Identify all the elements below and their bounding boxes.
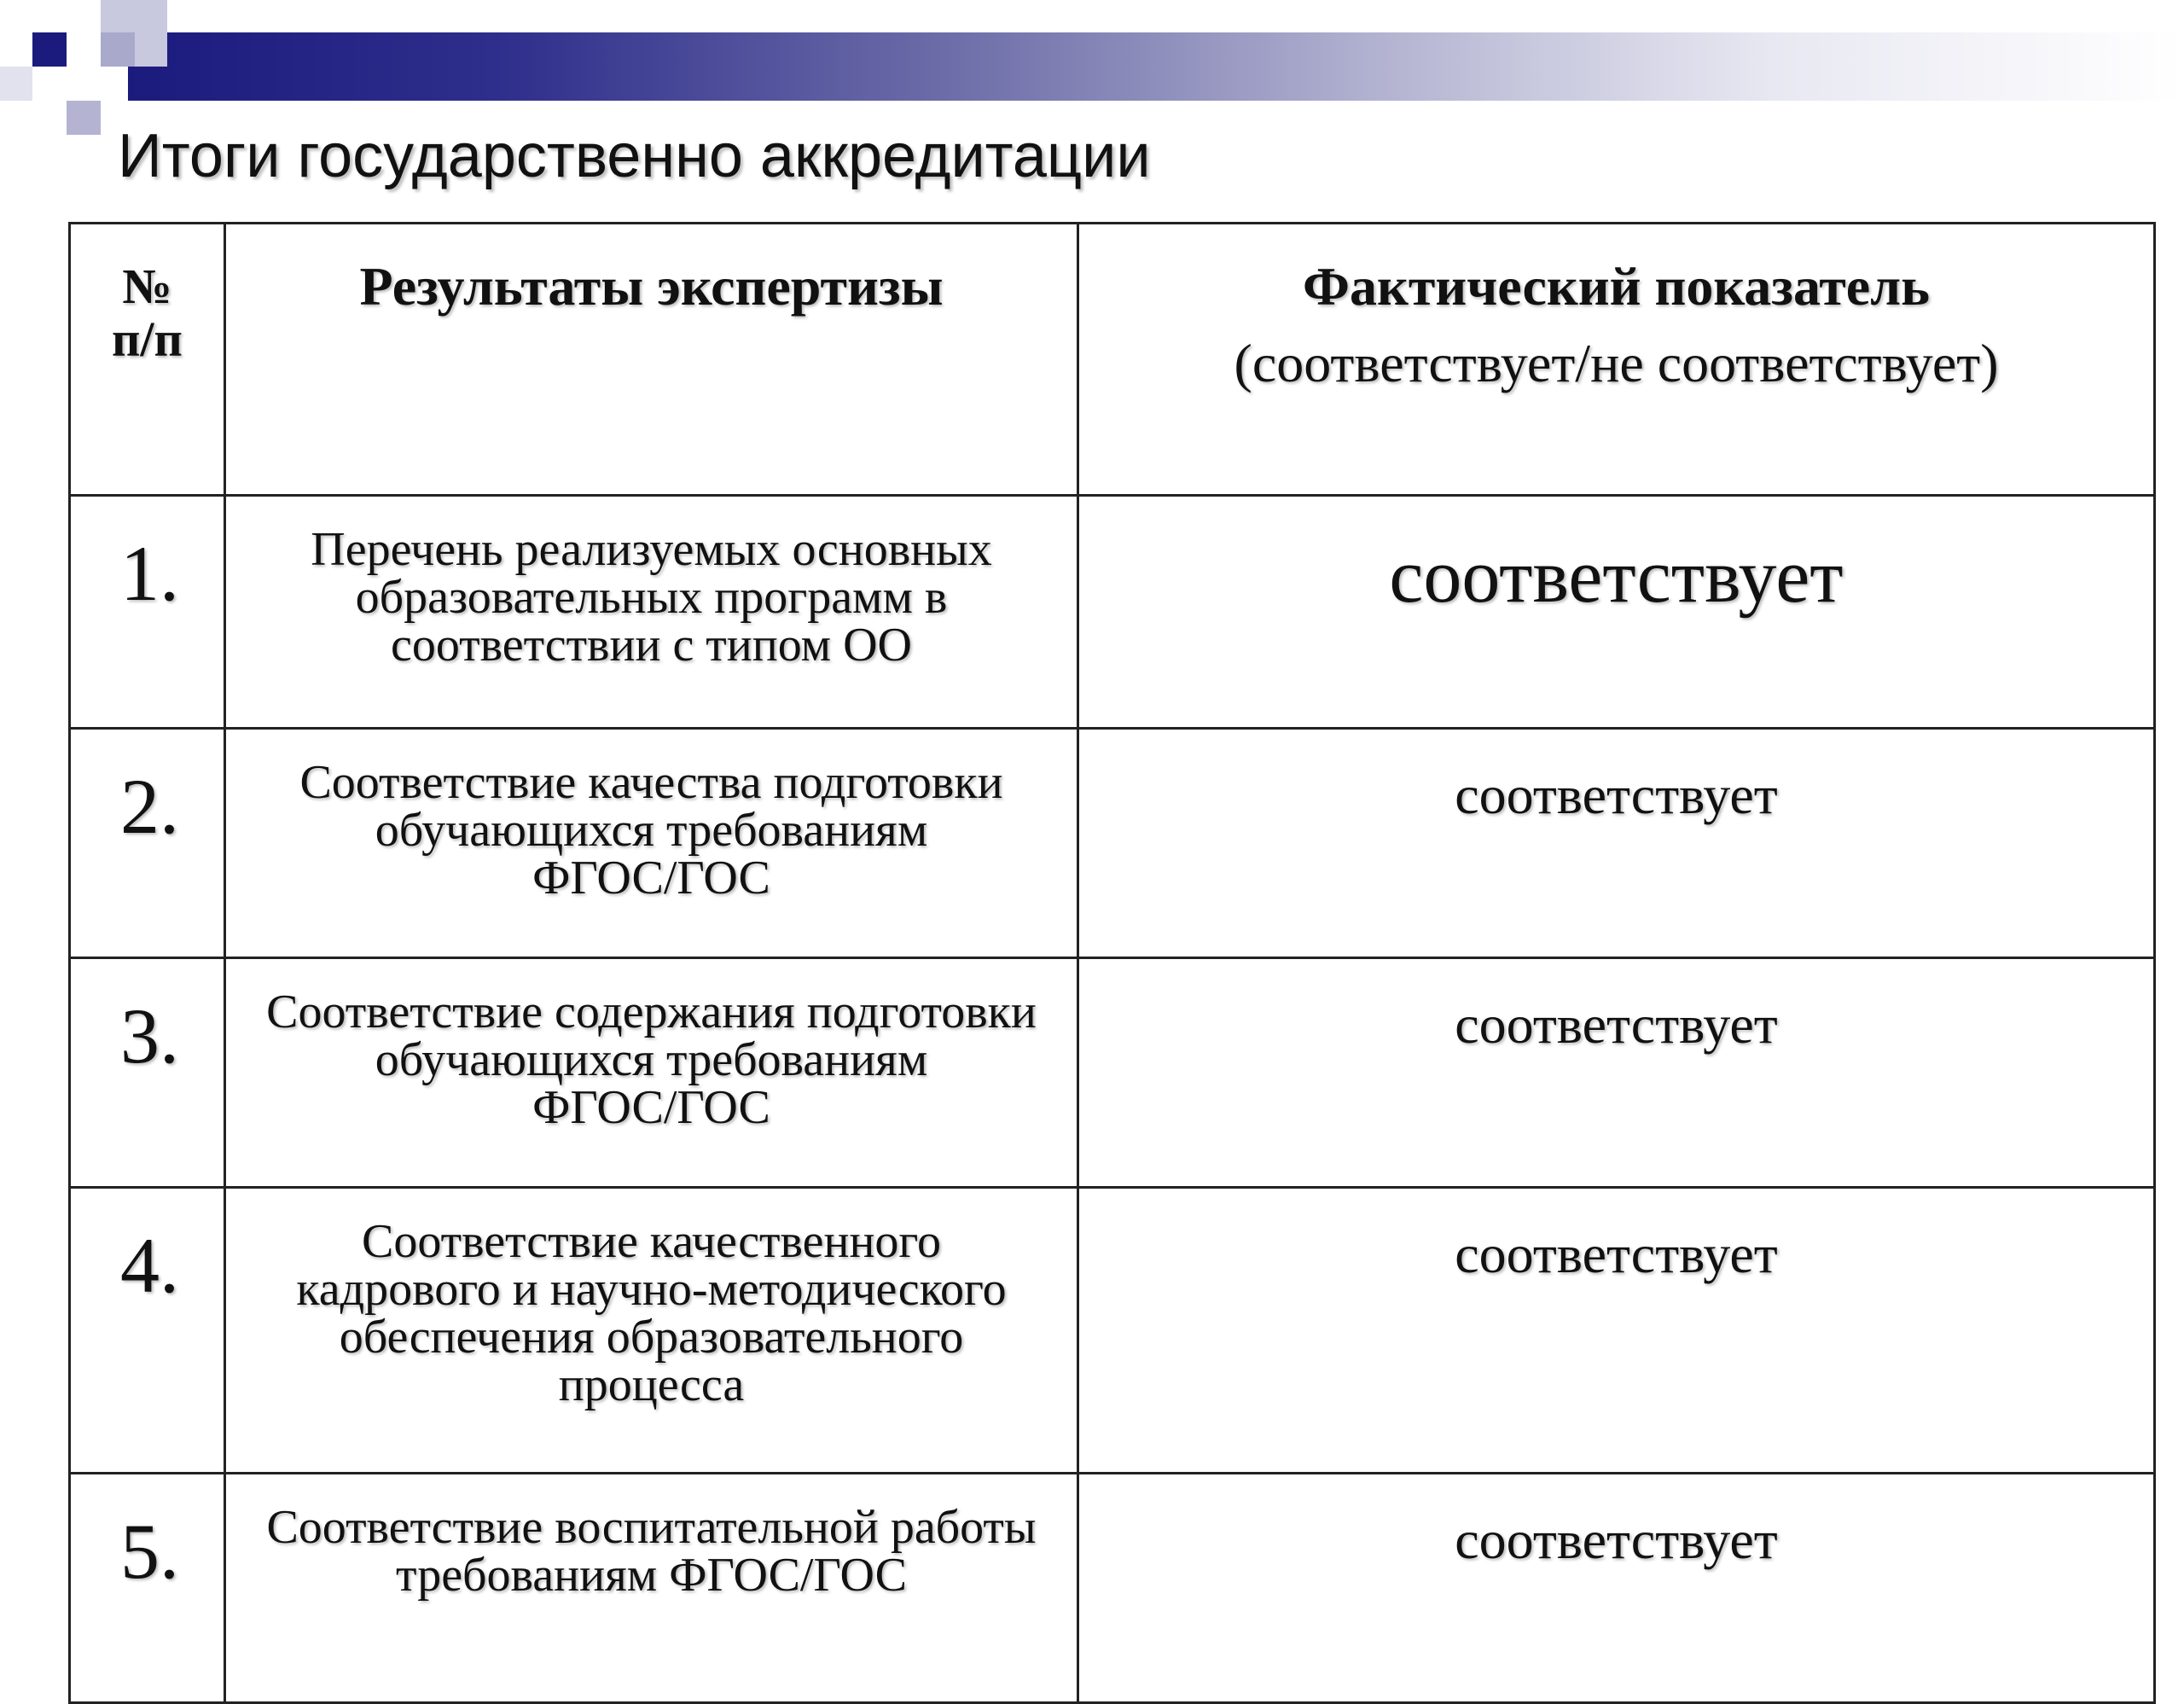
header-number [70,224,225,496]
row-result-line: требованиям ФГОС/ГОС [396,1549,907,1602]
row-result-line: Соответствие воспитательной работы [266,1501,1037,1554]
header-results: Результаты экспертизы [225,224,1078,496]
row-number: 3. [70,958,225,1188]
row-result-line: Перечень реализуемых основных [311,523,992,576]
table-header-row [70,224,2155,496]
row-result-line: Соответствие качества подготовки [299,756,1003,809]
row-number: 2. [70,729,225,958]
row-number: 1. [70,496,225,729]
row-result-line: обучающихся требованиям [375,804,928,857]
header-fact [1078,224,2155,496]
row-result-line: ФГОС/ГОС [532,852,770,904]
row-result-line: процесса [558,1358,745,1411]
header-number-symbol: № [122,259,172,314]
row-result-line: Соответствие качественного [362,1215,941,1268]
row-result [225,1474,1078,1703]
row-number: 5. [70,1474,225,1703]
decor-square [67,101,101,135]
row-result-line: обучающихся требованиям [375,1033,928,1086]
decor-square [0,67,32,101]
table-row [70,1474,2155,1703]
header-number-abbr: п/п [112,311,183,367]
table-row [70,958,2155,1188]
row-result-line: Соответствие содержания подготовки [266,986,1037,1038]
row-result [225,496,1078,729]
row-fact: соответствует [1078,958,2155,1188]
row-number: 4. [70,1188,225,1474]
row-result-line: образовательных программ в [355,571,948,624]
decor-square [32,32,67,67]
row-result [225,958,1078,1188]
row-fact: соответствует [1078,496,2155,729]
table-row [70,496,2155,729]
row-fact: соответствует [1078,729,2155,958]
row-result-line: соответствии с типом ОО [391,619,912,672]
row-result-line: ФГОС/ГОС [532,1081,770,1134]
row-result-line: кадрового и научно-методического [296,1263,1007,1316]
row-fact: соответствует [1078,1474,2155,1703]
header-fact-title: Фактический показатель [1303,256,1930,317]
accreditation-results-table [68,222,2156,1704]
header-fact-subtitle: (соответствует/не соответствует) [1234,333,1999,393]
table-row [70,1188,2155,1474]
header-gradient-band [128,32,2184,101]
row-result [225,1188,1078,1474]
row-fact: соответствует [1078,1188,2155,1474]
decor-square [101,32,135,67]
row-result-line: обеспечения образовательного [339,1311,964,1364]
slide-title: Итоги государственно аккредитации [118,122,1151,190]
row-result [225,729,1078,958]
table-row [70,729,2155,958]
